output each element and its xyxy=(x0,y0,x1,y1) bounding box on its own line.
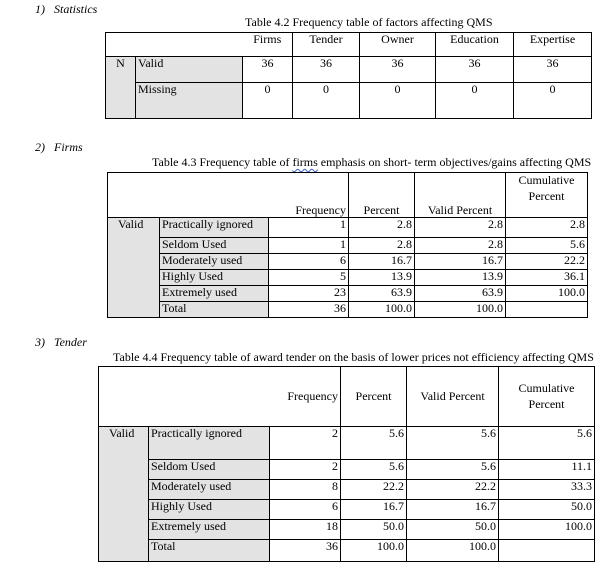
row-label: Total xyxy=(160,302,269,318)
table-cell: 22.2 xyxy=(407,480,499,500)
column-header: Firms xyxy=(243,33,293,57)
table-cell: 2.8 xyxy=(349,238,415,254)
table-cell: 50.0 xyxy=(407,520,499,540)
row-label: Extremely used xyxy=(149,520,270,540)
column-header-frequency: Frequency xyxy=(287,389,339,403)
table-cell: 33.3 xyxy=(499,480,595,500)
table-cell: 36.1 xyxy=(506,270,588,286)
table-4-4 xyxy=(98,366,595,562)
table-cell: 23 xyxy=(269,286,349,302)
table-4-3-caption xyxy=(152,155,591,170)
table-cell: 2.8 xyxy=(415,238,506,254)
table-cell: 5.6 xyxy=(407,460,499,480)
row-label: Seldom Used xyxy=(149,460,270,480)
table-cell: 22.2 xyxy=(341,480,407,500)
table-row xyxy=(108,302,588,318)
table-cell: 16.7 xyxy=(341,500,407,520)
table-cell: 0 xyxy=(293,83,360,119)
table-cell: 5 xyxy=(269,270,349,286)
table-cell: 36 xyxy=(243,57,293,83)
column-header: Education xyxy=(436,33,514,57)
row-label: Moderately used xyxy=(160,254,269,270)
table-cell: 6 xyxy=(269,254,349,270)
table-4-2 xyxy=(105,32,592,119)
table-cell: 13.9 xyxy=(349,270,415,286)
table-cell: 1 xyxy=(269,238,349,254)
table-cell: 16.7 xyxy=(349,254,415,270)
table-cell: 2.8 xyxy=(415,218,506,238)
row-label: Practically ignored xyxy=(149,427,270,460)
table-4-2-caption: Table 4.2 Frequency table of factors affecting QMS xyxy=(245,15,493,29)
row-label: Moderately used xyxy=(149,480,270,500)
table-cell: 22.2 xyxy=(506,254,588,270)
table-row-missing xyxy=(106,83,592,119)
table-cell: 18 xyxy=(270,520,341,540)
table-row xyxy=(108,286,588,302)
column-header: Tender xyxy=(293,33,360,57)
section-title: Tender xyxy=(54,335,87,349)
table-cell: 36 xyxy=(293,57,360,83)
row-group-label: Valid xyxy=(99,427,149,562)
row-group-label: N xyxy=(106,57,136,119)
column-header-percent: Percent xyxy=(341,367,407,427)
table-row xyxy=(99,540,595,562)
row-label: Total xyxy=(149,540,270,562)
column-header-valid-percent: Valid Percent xyxy=(407,367,499,427)
caption-text: emphasis on short- term objectives/gains affecting QMS xyxy=(317,155,592,169)
table-cell: 100.0 xyxy=(499,520,595,540)
section-heading-statistics xyxy=(35,2,97,17)
row-group-label: Valid xyxy=(108,218,160,318)
table-cell: 5.6 xyxy=(341,460,407,480)
table-cell: 100.0 xyxy=(415,302,506,318)
table-cell xyxy=(499,540,595,562)
section-title: Statistics xyxy=(54,2,98,16)
table-cell: 16.7 xyxy=(415,254,506,270)
section-heading-firms xyxy=(35,140,83,155)
table-cell: 0 xyxy=(243,83,293,119)
row-label: Highly Used xyxy=(149,500,270,520)
row-label: Valid xyxy=(136,57,243,83)
table-row-valid xyxy=(106,57,592,83)
column-header-cumulative: Cumulative Percent xyxy=(499,367,595,427)
column-header-valid-percent: Valid Percent xyxy=(415,173,506,218)
table-cell: 8 xyxy=(270,480,341,500)
column-header: Owner xyxy=(360,33,436,57)
row-label: Missing xyxy=(136,83,243,119)
column-header-percent: Percent xyxy=(349,173,415,218)
row-label: Highly Used xyxy=(160,270,269,286)
section-number: 3) xyxy=(35,335,45,349)
table-cell: 63.9 xyxy=(349,286,415,302)
section-number: 1) xyxy=(35,2,45,16)
table-cell: 36 xyxy=(360,57,436,83)
table-row xyxy=(108,238,588,254)
section-title: Firms xyxy=(54,140,83,154)
table-cell: 36 xyxy=(436,57,514,83)
table-cell: 2.8 xyxy=(506,218,588,238)
caption-text: Table 4.3 Frequency table of xyxy=(152,155,293,169)
table-header-row xyxy=(106,33,592,57)
table-cell: 100.0 xyxy=(506,286,588,302)
table-cell: 100.0 xyxy=(349,302,415,318)
table-row xyxy=(99,427,595,460)
table-row xyxy=(99,520,595,540)
table-cell: 2 xyxy=(270,460,341,480)
table-cell: 5.6 xyxy=(407,427,499,460)
table-cell: 0 xyxy=(436,83,514,119)
table-cell: 50.0 xyxy=(341,520,407,540)
table-row xyxy=(99,460,595,480)
table-cell: 36 xyxy=(269,302,349,318)
table-row xyxy=(99,480,595,500)
table-4-3 xyxy=(107,172,588,318)
table-cell: 100.0 xyxy=(341,540,407,562)
table-row xyxy=(99,500,595,520)
table-cell: 1 xyxy=(269,218,349,238)
table-cell: 2 xyxy=(270,427,341,460)
row-label: Seldom Used xyxy=(160,238,269,254)
table-header-row xyxy=(108,173,588,218)
table-cell: 11.1 xyxy=(499,460,595,480)
row-label: Extremely used xyxy=(160,286,269,302)
table-cell: 5.6 xyxy=(506,238,588,254)
section-number: 2) xyxy=(35,140,45,154)
spellcheck-word: firms xyxy=(292,155,318,169)
row-label: Practically ignored xyxy=(160,218,269,238)
table-cell: 100.0 xyxy=(407,540,499,562)
table-cell: 5.6 xyxy=(499,427,595,460)
table-cell: 16.7 xyxy=(407,500,499,520)
table-cell: 36 xyxy=(270,540,341,562)
section-heading-tender xyxy=(35,335,87,350)
table-cell: 13.9 xyxy=(415,270,506,286)
table-cell: 2.8 xyxy=(349,218,415,238)
table-row xyxy=(108,270,588,286)
table-cell: 6 xyxy=(270,500,341,520)
table-header-row xyxy=(99,367,595,427)
table-row xyxy=(108,218,588,238)
table-cell: 36 xyxy=(514,57,592,83)
table-cell: 5.6 xyxy=(341,427,407,460)
table-cell: 0 xyxy=(514,83,592,119)
table-cell: 50.0 xyxy=(499,500,595,520)
table-cell: 0 xyxy=(360,83,436,119)
column-header-cumulative: Cumulative Percent xyxy=(506,173,588,218)
table-cell xyxy=(506,302,588,318)
table-4-4-caption: Table 4.4 Frequency table of award tender on the basis of lower prices not efficiency affecting QMS xyxy=(113,350,594,364)
table-row xyxy=(108,254,588,270)
column-header-frequency: Frequency xyxy=(295,203,347,217)
table-cell: 63.9 xyxy=(415,286,506,302)
column-header: Expertise xyxy=(514,33,592,57)
